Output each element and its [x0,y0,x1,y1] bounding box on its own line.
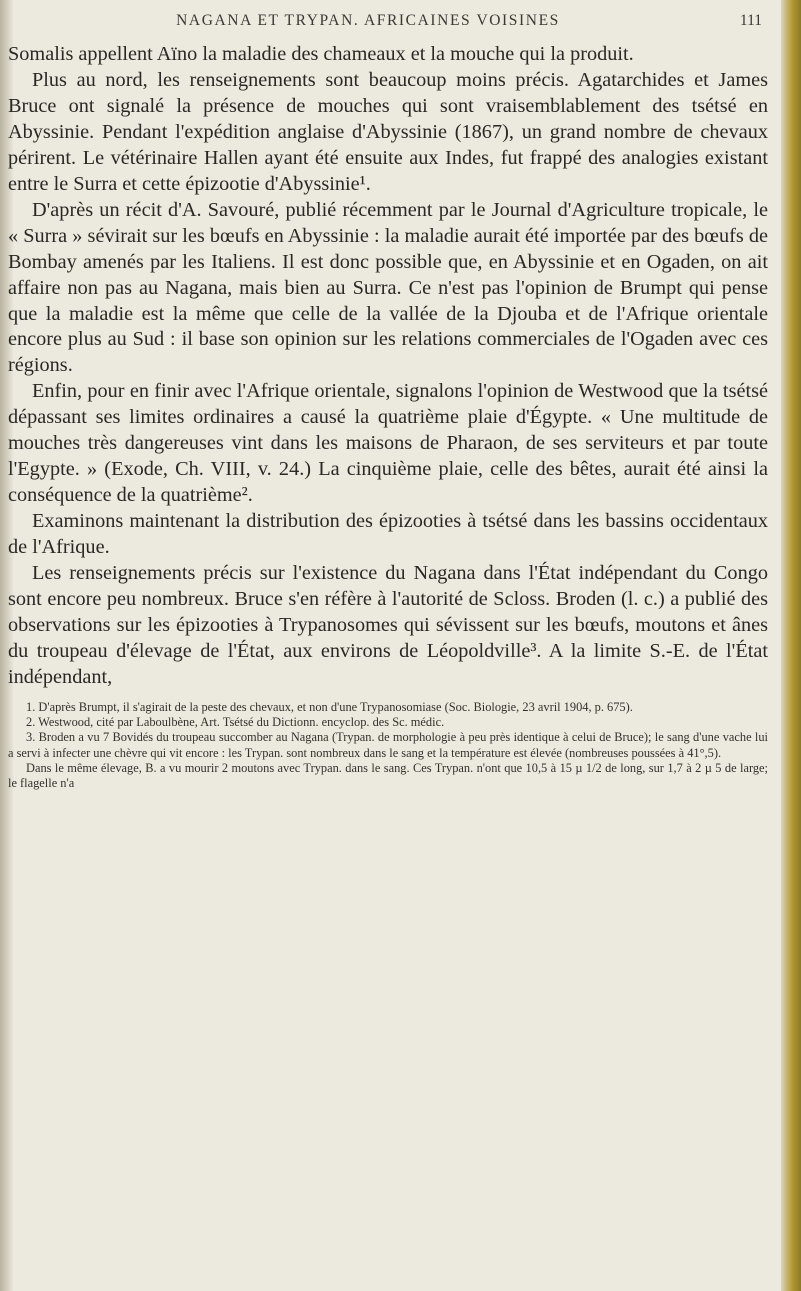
footnote: Dans le même élevage, B. a vu mourir 2 moutons avec Trypan. dans le sang. Ces Trypan. n'ont que 10,5 à 15 µ 1/2 de long, sur 1,7 à 2 µ 5 de large; le flagelle n'a [8,761,768,791]
book-page [8,12,768,792]
footnote: 3. Broden a vu 7 Bovidés du troupeau succomber au Nagana (Trypan. de morphologie à peu près identique à celui de Bruce); le sang d'une vache lui a servi à infecter une chèvre qui vit encore : les Trypan. sont nombreux dans le sang et la température est élevée (nombreuses poussées à 41°,5). [8,730,768,760]
page-edge-gilt [781,0,801,1291]
running-head [8,12,768,34]
running-head-title: NAGANA ET TRYPAN. AFRICAINES VOISINES [176,12,560,29]
paragraph: Enfin, pour en finir avec l'Afrique orientale, signalons l'opinion de Westwood que la tsétsé dépassant ses limites ordinaires a causé la quatrième plaie d'Égypte. « Une multitude de mouches très dangereuses vint dans les maisons de Pharaon, de ses serviteurs et par toute l'Egypte. » (Exode, Ch. VIII, v. 24.) La cinquième plaie, celle des bêtes, aurait été ainsi la conséquence de la quatrième². [8,380,768,507]
paragraph: Somalis appellent Aïno la maladie des chameaux et la mouche qui la produit. [8,43,634,65]
footnotes [8,700,768,792]
paragraph: D'après un récit d'A. Savouré, publié récemment par le Journal d'Agriculture tropicale, le « Surra » sévirait sur les bœufs en Abyssinie : la maladie aurait été importée par des bœufs de Bombay amenés par les Italiens. Il est donc possible que, en Abyssinie et en Ogaden, on ait affaire non pas au Nagana, mais bien au Surra. Ce n'est pas l'opinion de Brumpt qui pense que la maladie est la même que celle de la vallée de la Djouba et de l'Afrique orientale encore plus au Sud : il base son opinion sur les relations commerciales de l'Ogaden avec ces régions. [8,198,768,377]
paragraph: Examinons maintenant la distribution des épizooties à tsétsé dans les bassins occidentaux de l'Afrique. [8,510,768,559]
footnote: 2. Westwood, cité par Laboulbène, Art. Tsétsé du Dictionn. encyclop. des Sc. médic. [26,715,445,730]
paragraph: Plus au nord, les renseignements sont beaucoup moins précis. Agatarchides et James Bruce ont signalé la présence de mouches qui sont vraisemblablement des tsétsé en Abyssinie. Pendant l'expédition anglaise d'Abyssinie (1867), un grand nombre de chevaux périrent. Le vétérinaire Hallen ayant été ensuite aux Indes, fut frappé des analogies existant entre le Surra et cette épizootie d'Abyssinie¹. [8,68,768,195]
paragraph: Les renseignements précis sur l'existence du Nagana dans l'État indépendant du Congo sont encore peu nombreux. Bruce s'en réfère à l'autorité de Scloss. Broden (l. c.) a publié des observations sur les épizooties à Trypanosomes qui sévissent sur les bœufs, moutons et ânes du troupeau d'élevage de l'État, aux environs de Léopoldville³. A la limite S.-E. de l'État indépendant, [8,562,768,688]
body-text [8,42,768,691]
page-number: 111 [739,12,762,29]
footnote: 1. D'après Brumpt, il s'agirait de la peste des chevaux, et non d'une Trypanosomiase (Soc. Biologie, 23 avril 1904, p. 675). [26,699,633,714]
